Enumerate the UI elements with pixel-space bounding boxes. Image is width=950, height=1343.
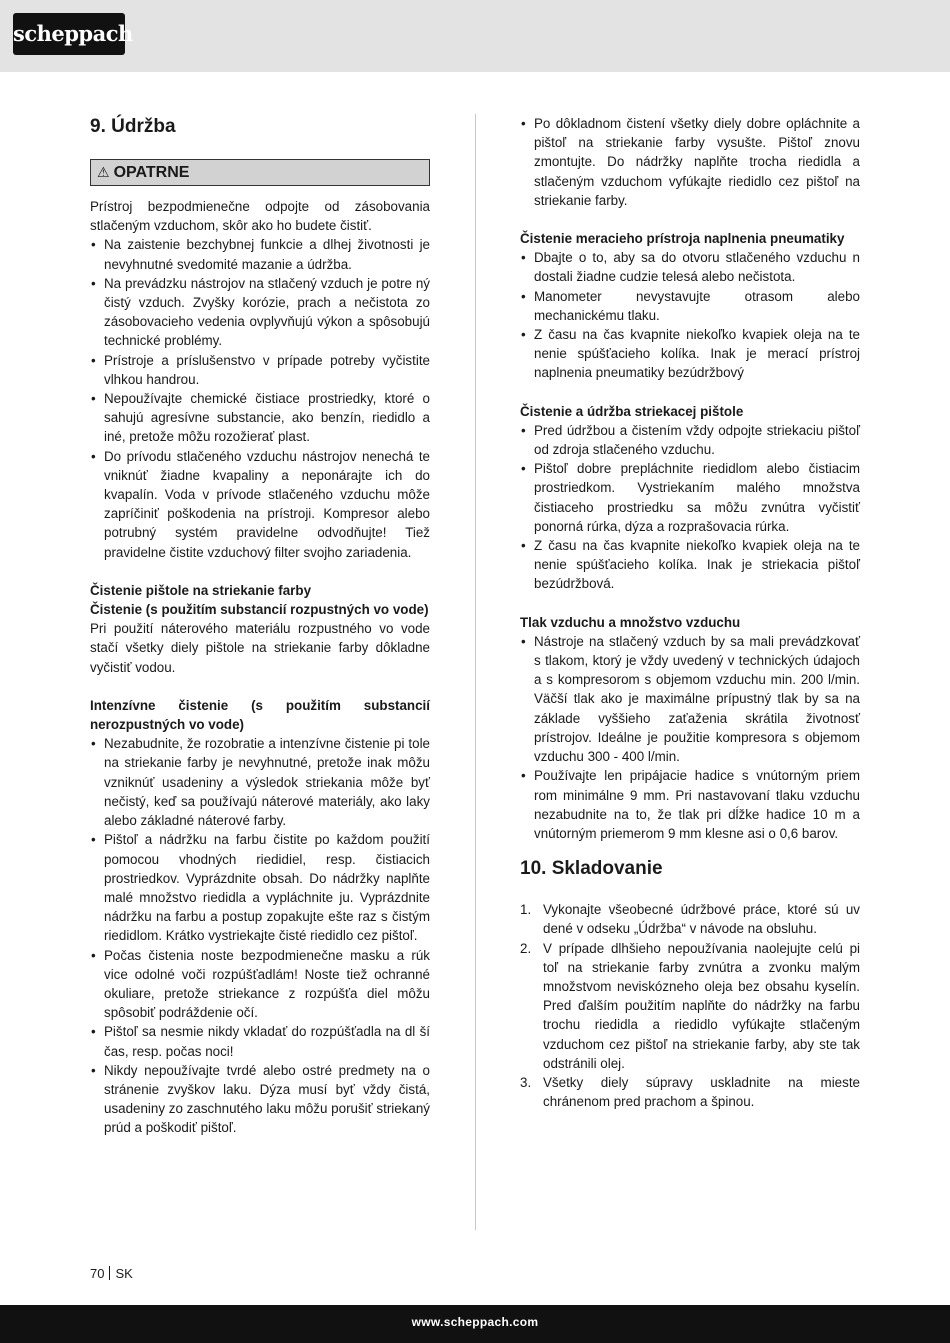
list-item: • Na prevádzku nástrojov na stlačený vzduch je potre ný čistý vzduch. Zvyšky korózie, prach a nečistota zo zásobovacieho vedenia ovplyvňujú výkon a spôsobujú technické problémy. <box>90 274 430 351</box>
subheading-air-pressure: Tlak vzduchu a množstvo vzduchu <box>520 614 741 630</box>
item-text: V prípade dlhšieho nepoužívania naolejujte celú pi toľ na striekanie farby zvnútra a zvonku malým množstvom neviskózneho oleja bez obsahu kyselín. Pred ďalším použitím naplňte do nádržky na farbu trochu riedidla a riedidlo vyfúkajte stlačeným vzduchom cez pištoľ na striekanie farby, aby ste tak odstránili olej. <box>543 940 860 1071</box>
scheppach-logo: scheppach <box>13 13 125 55</box>
list-item: • Z času na čas kvapnite niekoľko kvapiek oleja na te nenie spúšťacieho kolíka. Inak je striekacia pištoľ bezúdržbová. <box>520 536 860 594</box>
list-item <box>520 1073 860 1111</box>
list-item: • Pištoľ a nádržku na farbu čistite po každom použití pomocou vhodných riedidiel, resp. čistiacich prostriedkov. Vyprázdnite obsah. Do nádržky naplňte malé množstvo riedidla a vypláchnite ju. Vyprázdnite nádržku na farbu a postup zopakujte ešte raz s čistým riedidlom. Krátko vystriekajte čisté riedidlo cez pištoľ. <box>90 830 430 945</box>
list-item: • Dbajte o to, aby sa do otvoru stlačeného vzduchu n dostali žiadne cudzie telesá alebo nečistota. <box>520 248 860 286</box>
list-item: • Na zaistenie bezchybnej funkcie a dlhej životnosti je nevyhnutné svedomité mazanie a údržba. <box>90 235 430 273</box>
page-footer <box>0 1305 950 1343</box>
item-text: Všetky diely súpravy uskladnite na mieste chránenom pred prachom a špinou. <box>543 1074 860 1110</box>
intro-text: Prístroj bezpodmienečne odpojte od zásobovania stlačeným vzduchom, skôr ako ho budete čistiť. <box>90 199 430 234</box>
intensive-bullet-list <box>90 734 430 1137</box>
page-number <box>90 1265 133 1283</box>
list-item: • Pred údržbou a čistením vždy odpojte striekaciu pištoľ od zdroja stlačeného vzduchu. <box>520 421 860 459</box>
subheading-spray-gun-cleaning: Čistenie pištole na striekanie farby <box>90 582 312 598</box>
list-item: • Počas čistenia noste bezpodmienečne masku a rúk vice odolné voči rozpúšťadlám! Noste tiež ochranné okuliare, pretože striekance z rozpúšťa diel môžu spôsobiť podráždenie očí. <box>90 946 430 1023</box>
spraygun-bullet-list <box>520 421 860 594</box>
list-item: • Nezabudnite, že rozobratie a intenzívne čistenie pi tole na striekanie farby je nevyhnutné, pretože inak môžu vzniknúť usadeniny a výsledok striekania môže byť nečistý, keď sa používajú náterové materiály, ako laky alebo základné náterové farby. <box>90 734 430 830</box>
list-item: • Pištoľ dobre prepláchnite riedidlom alebo čistiacim prostriedkom. Vystriekaním malého množstva čistiaceho prostriedku sa môžu zvnútra vyčistiť ponorná rúrka, dýza a rozprašovacia rúrka. <box>520 459 860 536</box>
list-item: • Z času na čas kvapnite niekoľko kvapiek oleja na te nenie spúšťacieho kolíka. Inak je merací prístroj naplnenia pneumatiky bezúdržbový <box>520 325 860 383</box>
page-separator <box>109 1266 110 1280</box>
column-divider <box>475 114 476 1230</box>
subheading-spray-gun-maintenance: Čistenie a údržba striekacej pištole <box>520 403 744 419</box>
water-soluble-text: Pri použití náterového materiálu rozpustného vo vode stačí všetky diely pištole na striekanie farby dôkladne vyčistiť vodou. <box>90 621 430 675</box>
list-item: • Používajte len pripájacie hadice s vnútorným priem rom minimálne 9 mm. Pri nastavovaní tlaku vzduchu nezabudnite na to, že tlak pri dĺžke hadice 10 m a vnútorným priemerom 9 mm klesne asi o 0,6 barov. <box>520 766 860 843</box>
language-code: SK <box>115 1266 133 1281</box>
list-item: • Pištoľ sa nesmie nikdy vkladať do rozpúšťadla na dl ší čas, resp. počas noci! <box>90 1022 430 1060</box>
rinse-bullet-list <box>520 114 860 210</box>
caution-label: OPATRNE <box>113 164 190 181</box>
list-item <box>520 939 860 1073</box>
list-item: • Manometer nevystavujte otrasom alebo mechanickému tlaku. <box>520 287 860 325</box>
right-column <box>520 114 860 1111</box>
storage-numbered-list <box>520 900 860 1111</box>
section-heading-storage: 10. Skladovanie <box>520 858 663 880</box>
list-item: • Po dôkladnom čistení všetky diely dobre opláchnite a pištoľ na striekanie farby vysušte. Pištoľ znovu zmontujte. Do nádržky naplňte trocha riedidla a stlačeným vzduchom vyfúkajte riedidlo cez pištoľ na striekanie farby. <box>520 114 860 210</box>
gauge-bullet-list <box>520 248 860 382</box>
list-item: • Nikdy nepoužívajte tvrdé alebo ostré predmety na o stránenie zvyškov laku. Dýza musí byť vždy čistá, usadeniny zo zaschnutého laku môžu porušiť striekaný prúd a poškodiť pištoľ. <box>90 1061 430 1138</box>
warning-triangle-icon: ⚠ <box>97 164 110 180</box>
caution-box <box>90 159 430 186</box>
list-item <box>520 900 860 938</box>
pressure-bullet-list <box>520 632 860 843</box>
item-number: 3. <box>520 1074 532 1090</box>
intro-bullet-list <box>90 235 430 561</box>
website-url: www.scheppach.com <box>411 1315 539 1329</box>
subheading-water-soluble: Čistenie (s použitím substancií rozpustných vo vode) <box>90 602 429 618</box>
section-heading-maintenance: 9. Údržba <box>90 116 176 137</box>
page-number-value: 70 <box>90 1266 105 1281</box>
list-item: • Nepoužívajte chemické čistiace prostriedky, ktoré o sahujú agresívne substancie, ako benzín, riedidlo a iné, pretože môžu rozožierať plast. <box>90 389 430 447</box>
left-column <box>90 114 430 1138</box>
subheading-tyre-gauge: Čistenie meracieho prístroja naplnenia pneumatiky <box>520 231 845 247</box>
list-item: • Nástroje na stlačený vzduch by sa mali prevádzkovať s tlakom, ktorý je vždy uvedený v technických údajoch a s kompresorom s objemom vzduchu min. 200 l/min. Väčší tlak ako je maximálne prípustný tlak by sa na základe vyššieho zaťaženia skrátila životnosť prístrojov. Ideálne je použitie kompresora s objemom vzduchu 300 - 400 l/min. <box>520 632 860 766</box>
item-text: Vykonajte všeobecné údržbové práce, ktoré sú uv dené v odseku „Údržba“ v návode na obsluhu. <box>543 902 860 937</box>
item-number: 1. <box>520 902 532 918</box>
item-number: 2. <box>520 940 532 956</box>
subheading-intensive-cleaning: Intenzívne čistenie (s použitím substancií nerozpustných vo vode) <box>90 697 430 733</box>
page-header <box>0 0 950 72</box>
list-item: • Prístroje a príslušenstvo v prípade potreby vyčistite vlhkou handrou. <box>90 351 430 389</box>
list-item: • Do prívodu stlačeného vzduchu nástrojov nenechá te vniknúť žiadne kvapaliny a neponárajte ich do kvapalín. Voda v prívode stlačeného vzduchu môže zapríčiniť poškodenia na prístroji. Kompresor alebo potrubný systém pravidelne odvodňujte! Tiež pravidelne čistite vzduchový filter svojho zariadenia. <box>90 447 430 562</box>
